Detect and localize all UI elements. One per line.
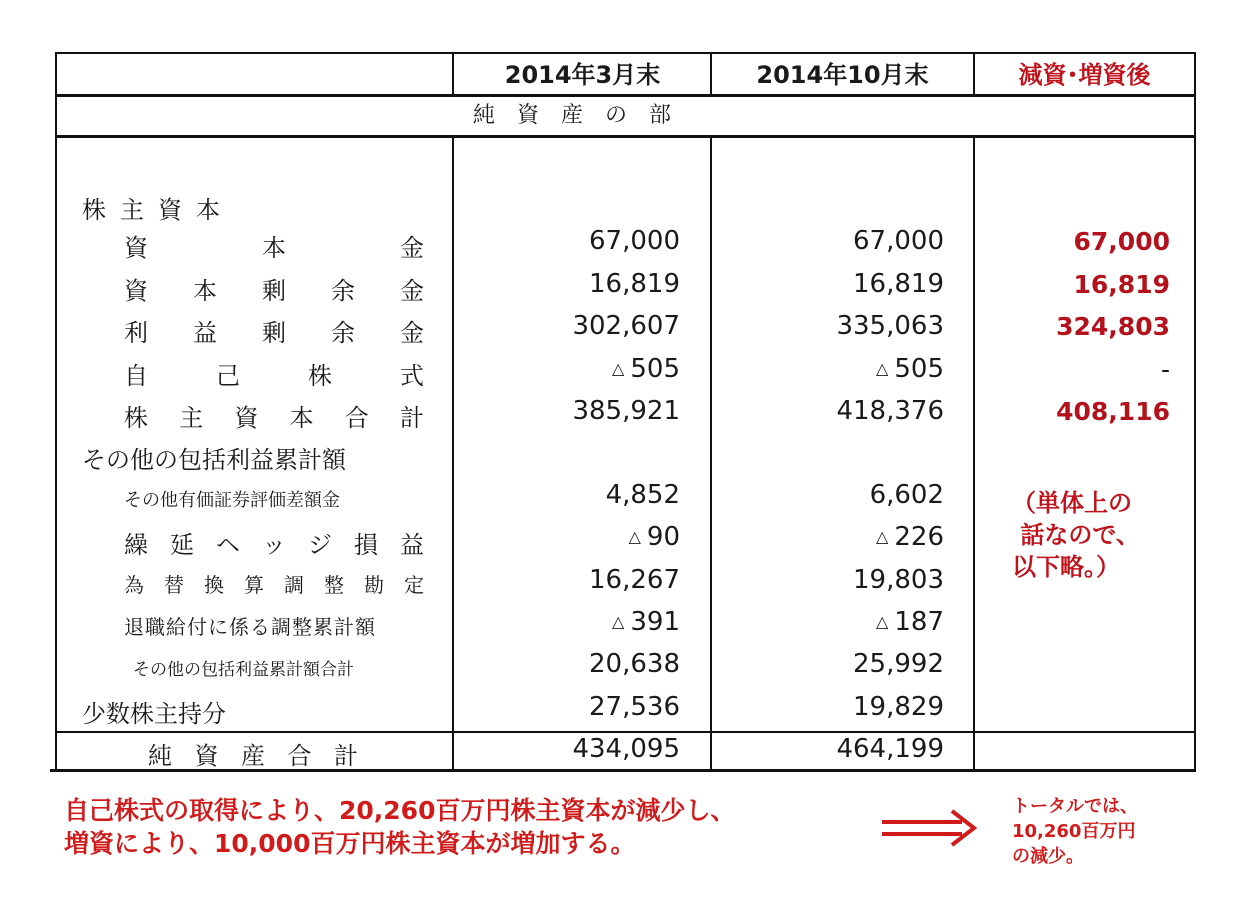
value-cell-after: 324,803	[1056, 312, 1170, 341]
value-cell: 335,063	[836, 311, 944, 341]
value-cell: △ 505	[876, 354, 944, 384]
negative-marker: △	[876, 612, 889, 631]
col1-divider-top	[452, 52, 454, 96]
row-label: 自 己 株 式	[124, 362, 424, 390]
value-cell: 302,607	[572, 311, 680, 341]
col1-divider	[452, 136, 454, 771]
row-label: 退職給付に係る調整累計額	[124, 615, 376, 639]
header-2014-october: 2014年10月末	[756, 61, 929, 89]
row-label: 株 主 資 本 合 計	[124, 404, 424, 432]
value-cell: 19,829	[853, 692, 944, 722]
double-arrow-icon	[880, 808, 980, 848]
value-cell: 16,819	[589, 269, 680, 299]
row-label: 資 本 金	[124, 234, 424, 262]
value-cell: 16,267	[589, 565, 680, 595]
row-label: その他の包括利益累計額合計	[133, 660, 354, 680]
negative-marker: △	[612, 612, 625, 631]
footer-line-1: 自己株式の取得により、20,260百万円株主資本が減少し、	[64, 796, 736, 825]
value-cell: △ 505	[612, 354, 680, 384]
value-cell: 27,536	[589, 692, 680, 722]
value-cell: 464,199	[836, 734, 944, 764]
value-cell: 418,376	[836, 396, 944, 426]
footer-line-2: 増資により、10,000百万円株主資本が増加する。	[64, 829, 636, 858]
negative-marker: △	[876, 527, 889, 546]
header-bottom-border	[55, 94, 1196, 97]
row-label: 株主資本	[82, 196, 234, 224]
row-label: 少数株主持分	[82, 700, 226, 728]
value-cell-after: 16,819	[1073, 270, 1170, 299]
value-cell: 25,992	[853, 649, 944, 679]
row-label: 利 益 剰 余 金	[124, 319, 424, 347]
total-change-note: トータルでは、 10,260百万円 の減少。	[1012, 796, 1138, 867]
value-cell-after: 408,116	[1056, 397, 1170, 426]
value-cell: 20,638	[589, 649, 680, 679]
value-cell-after: 67,000	[1073, 227, 1170, 256]
value-cell: 4,852	[605, 480, 680, 510]
value-cell-after: -	[1160, 355, 1170, 384]
row-label: その他の包括利益累計額	[82, 446, 346, 474]
table-top-border	[55, 52, 1196, 54]
value-cell: 16,819	[853, 269, 944, 299]
row-label: 資 本 剰 余 金	[124, 277, 424, 305]
omission-note: （単体上の 話なので、 以下略。）	[1012, 489, 1140, 581]
row-label: 純 資 産 合 計	[148, 742, 358, 770]
row-label: その他有価証券評価差額金	[124, 490, 340, 511]
value-cell: △ 187	[876, 607, 944, 637]
header-2014-march: 2014年3月末	[504, 61, 661, 89]
row-label: 為 替 換 算 調 整 勘 定	[124, 573, 424, 597]
value-cell: 434,095	[572, 734, 680, 764]
right-border	[1194, 52, 1196, 771]
value-cell: 67,000	[589, 226, 680, 256]
value-cell: 6,602	[869, 480, 944, 510]
col2-divider	[710, 136, 712, 771]
value-cell: △ 90	[628, 522, 680, 552]
section-title: 純資産の部	[473, 103, 694, 128]
value-cell: △ 391	[612, 607, 680, 637]
negative-marker: △	[876, 359, 889, 378]
value-cell: 19,803	[853, 565, 944, 595]
header-after-capital-change: 減資･増資後	[1018, 61, 1151, 89]
section-bottom-border	[55, 135, 1196, 138]
negative-marker: △	[612, 359, 625, 378]
footer-explanation	[64, 794, 735, 860]
value-cell: 385,921	[572, 396, 680, 426]
left-border	[55, 52, 57, 771]
value-cell: △ 226	[876, 522, 944, 552]
total-top-border	[55, 731, 1196, 733]
negative-marker: △	[628, 527, 641, 546]
row-label: 繰 延 ヘ ッ ジ 損 益	[124, 531, 424, 559]
value-cell: 67,000	[853, 226, 944, 256]
